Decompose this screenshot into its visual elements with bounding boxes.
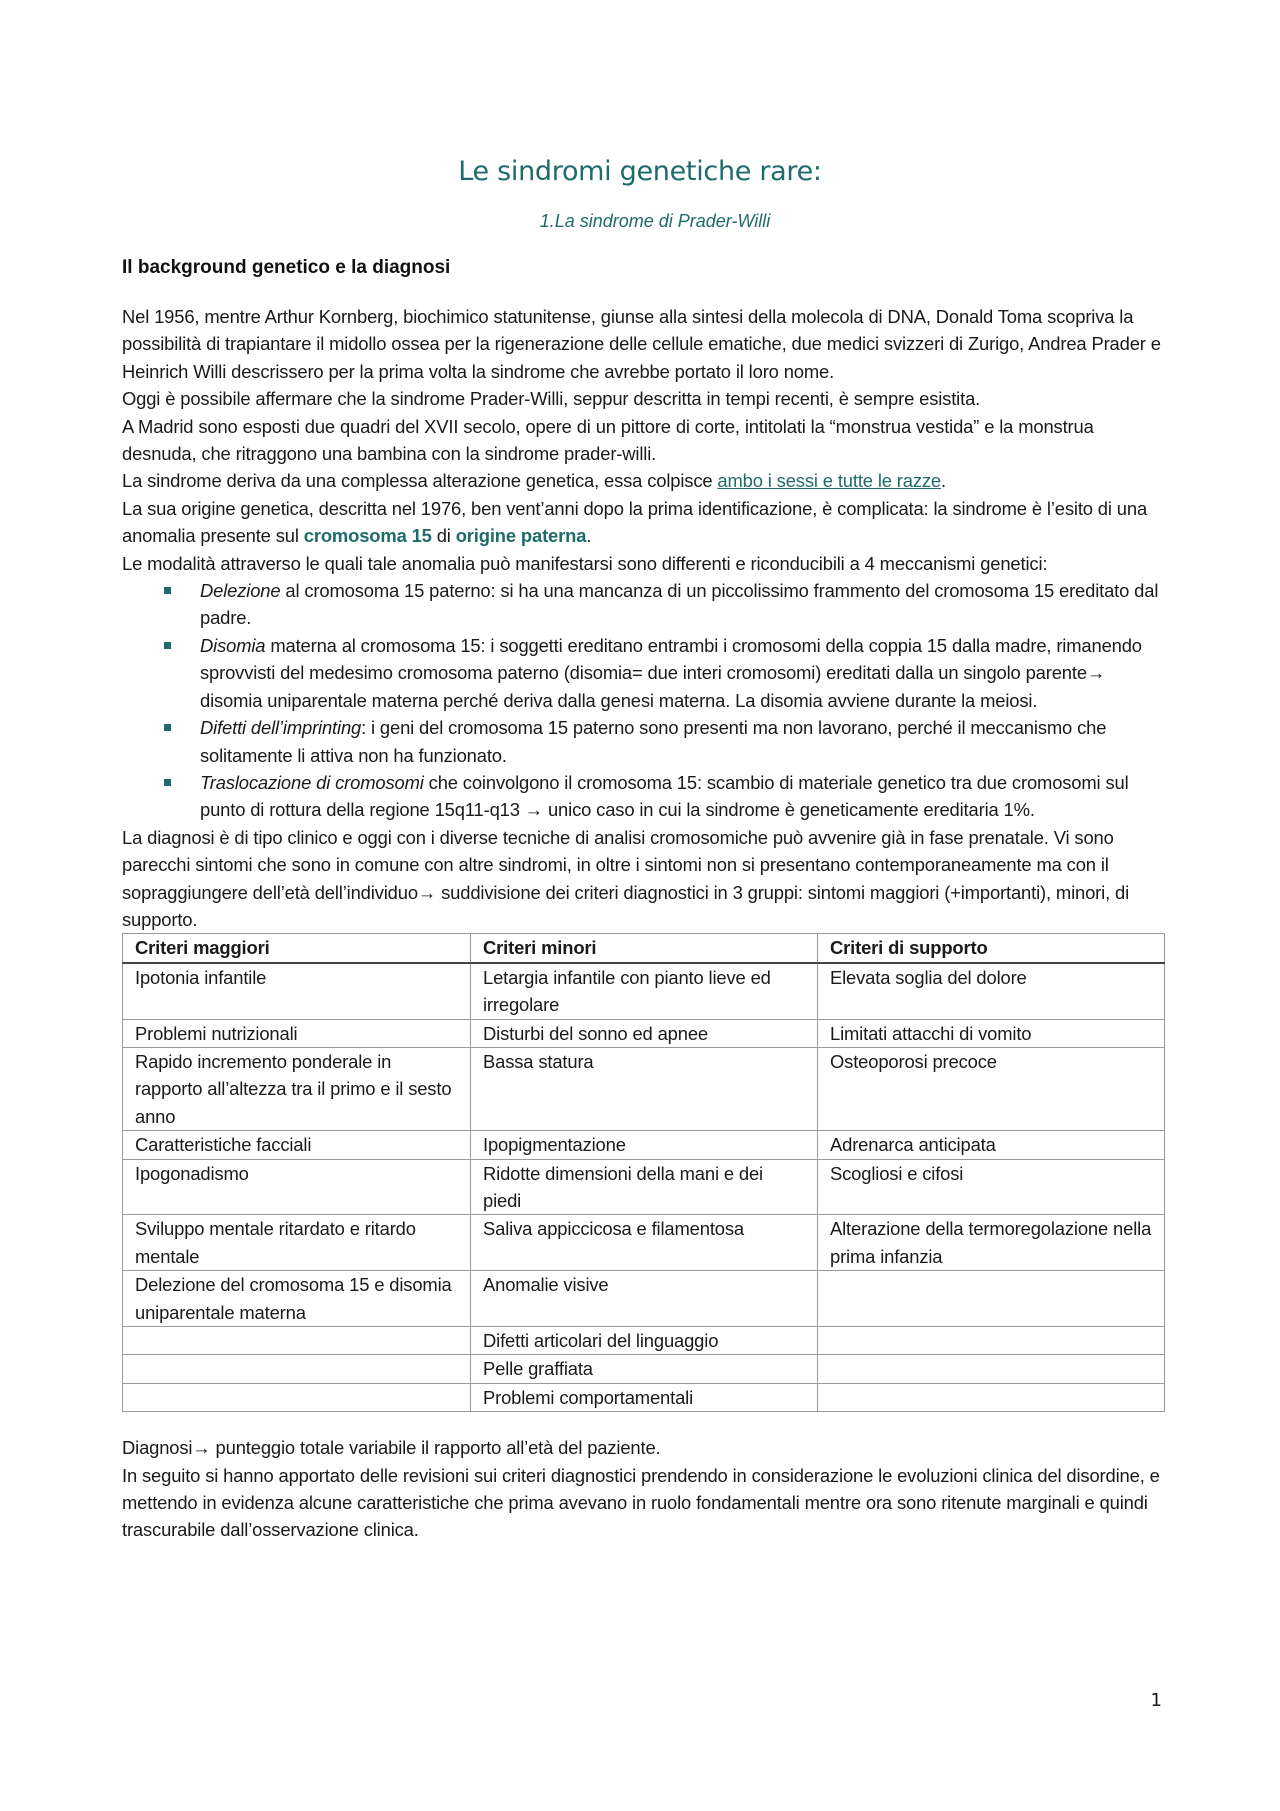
table-cell-empty — [123, 1355, 471, 1383]
table-cell: Disturbi del sonno ed apnee — [471, 1019, 818, 1047]
table-cell: Ridotte dimensioni della mani e dei piedi — [471, 1159, 818, 1215]
table-cell: Elevata soglia del dolore — [818, 963, 1165, 1019]
text-run: La sua origine genetica, descritta nel 1976, ben vent’anni dopo la prima identificazione, è complicata: la sindrome è l’esito di una anomalia presente sul — [122, 497, 1148, 547]
text-run: . — [586, 525, 592, 547]
document-body — [122, 303, 1162, 1544]
table-row — [123, 1383, 1165, 1411]
paragraph-existence: Oggi è possibile affermare che la sindrome Prader-Willi, seppur descritta in tempi recenti, è sempre esistita. — [122, 388, 981, 410]
square-bullet-icon — [164, 587, 171, 594]
table-cell-empty — [818, 1271, 1165, 1327]
table-row — [123, 1271, 1165, 1327]
square-bullet-icon — [164, 779, 171, 786]
paragraph-genetic-alteration — [122, 467, 1162, 494]
paragraph-revisions: In seguito si hanno apportato delle revisioni sui criteri diagnostici prendendo in considerazione le evoluzioni clinica del disordine, e mettendo in evidenza alcune caratteristiche che prima avevano in ruolo fondamentali mentre ora sono ritenute marginali e quindi trascurabile dall’osservazione clinica. — [122, 1464, 1160, 1541]
table-cell: Ipopigmentazione — [471, 1131, 818, 1159]
table-cell-empty — [818, 1383, 1165, 1411]
table-cell: Problemi nutrizionali — [123, 1019, 471, 1047]
document-subtitle: 1.La sindrome di Prader-Willi — [539, 211, 771, 231]
table-cell: Ipotonia infantile — [123, 963, 471, 1019]
table-cell: Delezione del cromosoma 15 e disomia uniparentale materna — [123, 1271, 471, 1327]
table-cell-empty — [123, 1383, 471, 1411]
text-run: La sindrome deriva da una complessa alterazione genetica, essa colpisce — [122, 470, 718, 492]
paragraph-paintings: A Madrid sono esposti due quadri del XVII secolo, opere di un pittore di corte, intitolati la “monstrua vestida” e la monstrua desnuda, che ritraggono una bambina con la sindrome prader-willi. — [122, 415, 1094, 465]
mechanism-text: che coinvolgono il cromosoma 15: scambio di materiale genetico tra due cromosomi sul punto di rottura della regione 15q11-q13 → unico caso in cui la sindrome è geneticamente ereditaria 1%. — [200, 771, 1129, 821]
mechanism-text: : i geni del cromosoma 15 paterno sono presenti ma non lavorano, perché il meccanismo che solitamente li attiva non ha funzionato. — [200, 717, 1107, 766]
paragraph-diagnosis-score: Diagnosi→ punteggio totale variabile il rapporto all’età del paziente. — [122, 1437, 661, 1459]
square-bullet-icon — [164, 724, 171, 731]
criteria-table — [122, 933, 1165, 1412]
table-cell: Rapido incremento ponderale in rapporto all’altezza tra il primo e il sesto anno — [123, 1047, 471, 1130]
page-number: 1 — [1150, 1690, 1162, 1711]
mechanisms-list — [122, 577, 1162, 824]
table-cell: Bassa statura — [471, 1047, 818, 1130]
table-cell-empty — [123, 1327, 471, 1355]
table-cell: Pelle graffiata — [471, 1355, 818, 1383]
chromosome-15-highlight: cromosoma 15 — [303, 525, 432, 547]
paragraph-mechanisms-intro: Le modalità attraverso le quali tale anomalia può manifestarsi sono differenti e riconducibili a 4 meccanismi genetici: — [122, 552, 1048, 574]
text-run: . — [941, 470, 946, 492]
table-header-row — [123, 934, 1165, 963]
table-cell: Problemi comportamentali — [471, 1383, 818, 1411]
square-bullet-icon — [164, 642, 171, 649]
header-support-criteria: Criteri di supporto — [818, 934, 1165, 963]
paragraph-history: Nel 1956, mentre Arthur Kornberg, biochimico statunitense, giunse alla sintesi della molecola di DNA, Donald Toma scopriva la possibilità di trapiantare il midollo ossea per la rigenerazione delle cellule ematiche, due medici svizzeri di Zurigo, Andrea Prader e Heinrich Willi descrissero per la prima volta la sindrome che avrebbe portato il loro nome. — [122, 306, 1161, 382]
table-cell: Osteoporosi precoce — [818, 1047, 1165, 1130]
document-title: Le sindromi genetiche rare: — [458, 156, 822, 187]
table-cell: Limitati attacchi di vomito — [818, 1019, 1165, 1047]
table-cell: Letargia infantile con pianto lieve ed irregolare — [471, 963, 818, 1019]
list-item — [122, 577, 1162, 632]
table-cell: Saliva appiccicosa e filamentosa — [471, 1215, 818, 1271]
section-heading: Il background genetico e la diagnosi — [122, 257, 451, 278]
table-cell: Anomalie visive — [471, 1271, 818, 1327]
table-row — [123, 1019, 1165, 1047]
table-cell: Difetti articolari del linguaggio — [471, 1327, 818, 1355]
mechanism-text: al cromosoma 15 paterno: si ha una mancanza di un piccolissimo frammento del cromosoma 15 ereditato dal padre. — [200, 580, 1159, 629]
list-item — [122, 769, 1162, 824]
table-row — [123, 1355, 1165, 1383]
table-cell-empty — [818, 1355, 1165, 1383]
closing-section — [122, 1434, 1162, 1544]
list-item — [122, 632, 1162, 714]
table-cell: Caratteristiche facciali — [123, 1131, 471, 1159]
table-cell: Scogliosi e cifosi — [818, 1159, 1165, 1215]
mechanism-term: Delezione — [200, 580, 281, 602]
table-cell: Ipogonadismo — [123, 1159, 471, 1215]
mechanism-term: Disomia — [200, 634, 266, 656]
mechanism-term: Traslocazione di cromosomi — [200, 771, 424, 793]
paragraph-diagnosis: La diagnosi è di tipo clinico e oggi con i diverse tecniche di analisi cromosomiche può avvenire già in fase prenatale. Vi sono parecchi sintomi che sono in comune con altre sindromi, in oltre i sintomi non si presentano contemporaneamente ma con il sopraggiungere dell’età dell’individuo→ suddivisione dei criteri diagnostici in 3 gruppi: sintomi maggiori (+importanti), minori, di supporto. — [122, 826, 1130, 930]
mechanism-text: materna al cromosoma 15: i soggetti ereditano entrambi i cromosomi della coppia 15 dalla madre, rimanendo sprovvisti del medesimo cromosoma paterno (disomia= due interi cromosomi) ereditati dalla un singolo parente→ disomia uniparentale materna perché deriva dalla genesi materna. La disomia avviene durante la meiosi. — [200, 634, 1142, 711]
table-cell-empty — [818, 1327, 1165, 1355]
table-cell: Alterazione della termoregolazione nella prima infanzia — [818, 1215, 1165, 1271]
table-cell: Adrenarca anticipata — [818, 1131, 1165, 1159]
paragraph-genetic-origin — [122, 495, 1162, 550]
table-row — [123, 1215, 1165, 1271]
table-row — [123, 1131, 1165, 1159]
table-row — [123, 1047, 1165, 1130]
table-row — [123, 963, 1165, 1019]
table-cell: Sviluppo mentale ritardato e ritardo mentale — [123, 1215, 471, 1271]
table-row — [123, 1159, 1165, 1215]
paternal-origin-highlight: origine paterna — [455, 525, 587, 547]
text-run: di — [431, 525, 456, 547]
header-minor-criteria: Criteri minori — [471, 934, 818, 963]
mechanism-term: Difetti dell’imprinting — [200, 717, 362, 739]
list-item — [122, 714, 1162, 769]
sexes-races-link[interactable]: ambo i sessi e tutte le razze — [717, 470, 942, 492]
header-major-criteria: Criteri maggiori — [123, 934, 471, 963]
table-row — [123, 1327, 1165, 1355]
